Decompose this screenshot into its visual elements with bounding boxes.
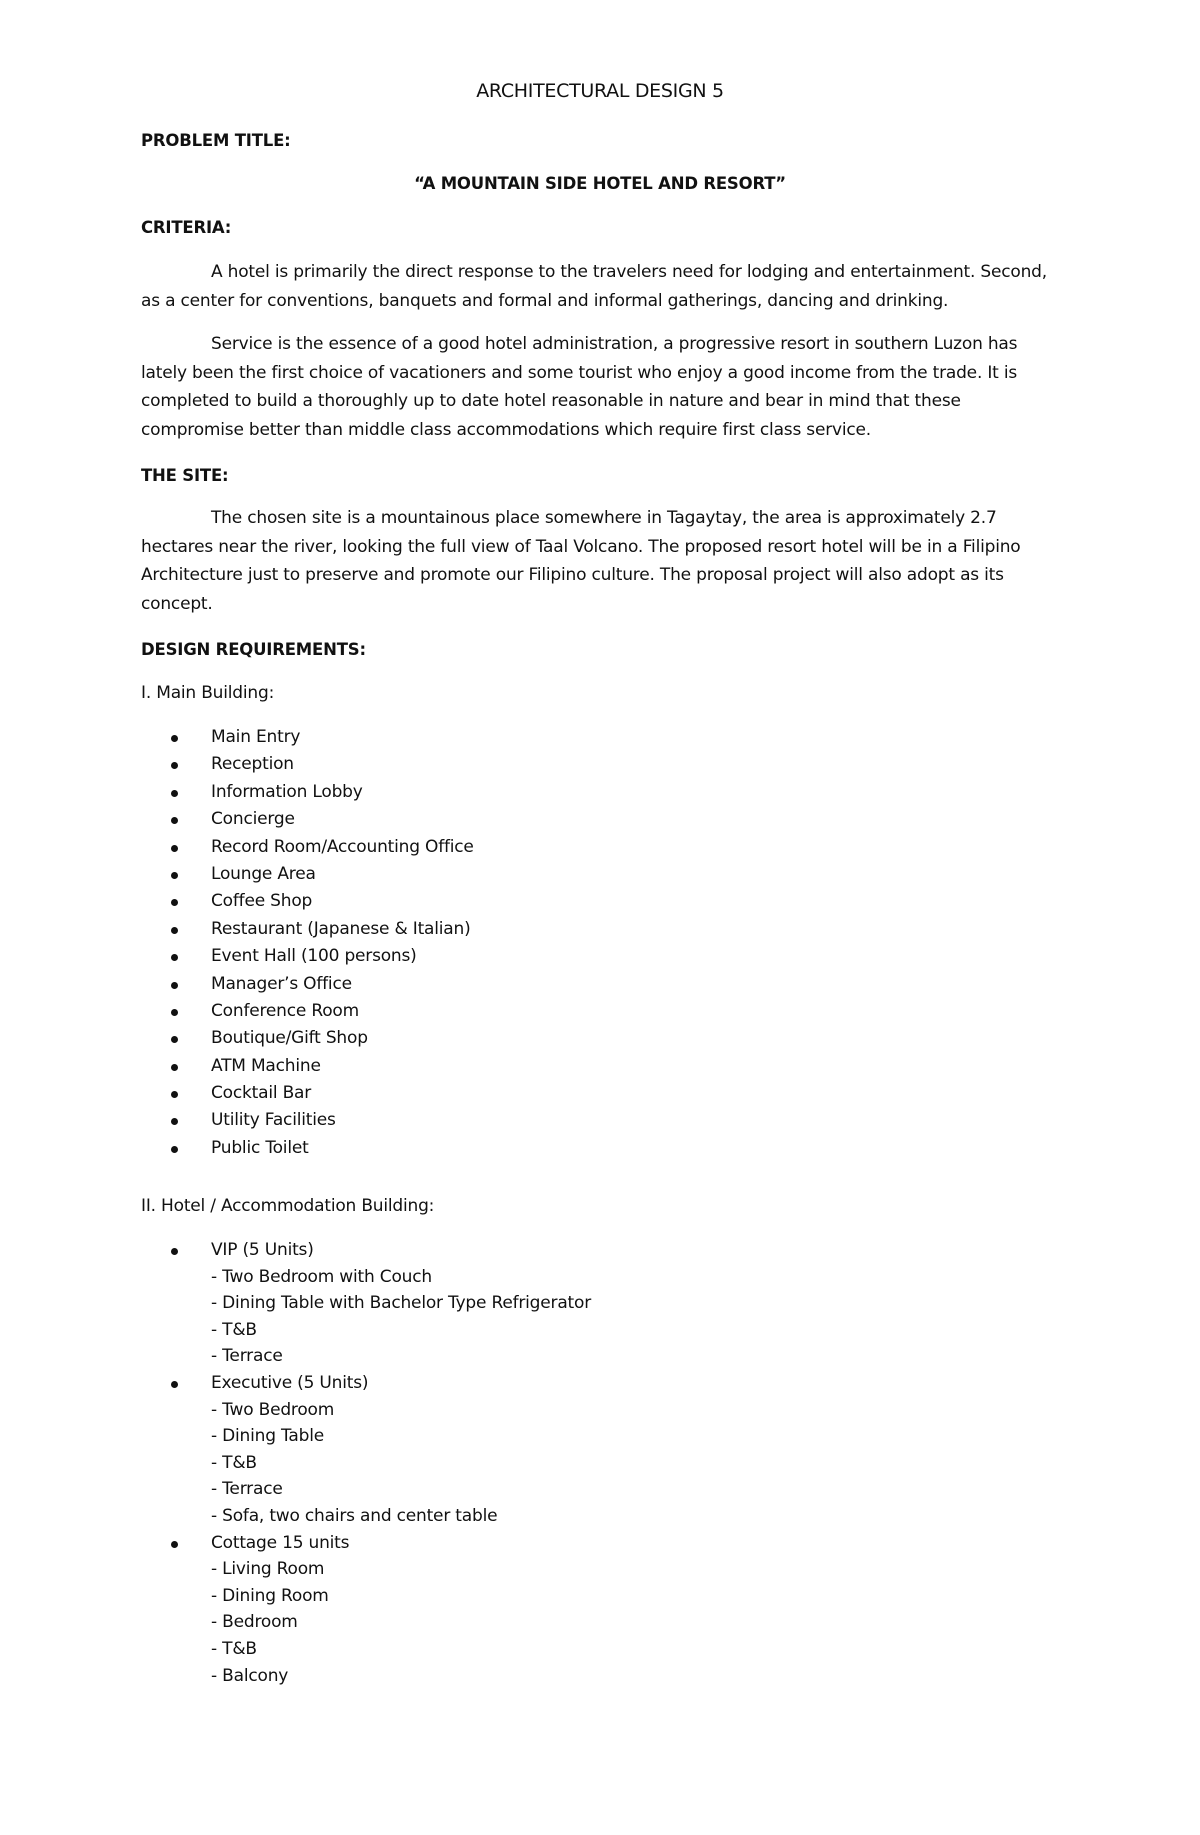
main-building-heading: I. Main Building: (141, 683, 275, 703)
unit-name: Cottage 15 units (211, 1532, 350, 1553)
list-item (141, 861, 474, 888)
list-item-text: Record Room/Accounting Office (211, 836, 474, 857)
bullet-icon (171, 1118, 178, 1125)
list-item-text: Lounge Area (211, 863, 316, 884)
main-building-list (141, 724, 474, 1162)
criteria-paragraph-2-text: Service is the essence of a good hotel administration, a progressive resort in southern Luzon has lately been the first choice of vacationers and some tourist who enjoy a good income from the trade. It is completed to build a thoroughly up to date hotel reasonable in nature and bear in mind that these compromise better than middle class accommodations which require first class service. (141, 334, 1018, 440)
site-paragraph (141, 504, 1066, 618)
list-item (141, 834, 474, 861)
list-item-text: Coffee Shop (211, 891, 313, 912)
list-item-text: Conference Room (211, 1000, 359, 1021)
bullet-icon (171, 1248, 178, 1255)
bullet-icon (171, 735, 178, 742)
list-item-text: ATM Machine (211, 1055, 321, 1076)
unit-name: VIP (5 Units) (211, 1240, 314, 1260)
bullet-icon (171, 1036, 178, 1043)
bullet-icon (171, 1091, 178, 1098)
site-label: THE SITE: (141, 466, 229, 485)
list-item-text: Cocktail Bar (211, 1083, 312, 1104)
list-item (141, 1025, 474, 1052)
bullet-icon (171, 954, 178, 961)
list-item (141, 971, 474, 998)
list-item-text: Event Hall (100 persons) (211, 946, 417, 967)
hotel-units-list (141, 1237, 591, 1689)
list-item (141, 1080, 474, 1107)
list-item-text: Public Toilet (211, 1137, 309, 1158)
hotel-unit-cottage (141, 1530, 591, 1690)
problem-title: “A MOUNTAIN SIDE HOTEL AND RESORT” (414, 174, 786, 193)
list-item (141, 724, 474, 751)
list-item-text: Manager’s Office (211, 973, 352, 994)
unit-feature: - Living Room (211, 1559, 325, 1580)
bullet-icon (171, 790, 178, 797)
bullet-icon (171, 1541, 178, 1548)
unit-feature: - T&B (211, 1452, 257, 1473)
unit-feature: - Dining Room (211, 1585, 329, 1606)
list-item-text: Concierge (211, 809, 295, 830)
unit-feature: - Two Bedroom with Couch (211, 1266, 432, 1287)
criteria-paragraph-2 (141, 330, 1066, 444)
bullet-icon (171, 982, 178, 989)
document-title: ARCHITECTURAL DESIGN 5 (476, 80, 724, 102)
list-item-text: Utility Facilities (211, 1110, 336, 1131)
hotel-building-heading: II. Hotel / Accommodation Building: (141, 1196, 435, 1216)
unit-feature: - Dining Table with Bachelor Type Refrigerator (211, 1293, 591, 1314)
list-item-text: Reception (211, 754, 294, 775)
unit-feature: - Dining Table (211, 1426, 324, 1447)
bullet-icon (171, 899, 178, 906)
unit-feature: - Bedroom (211, 1612, 298, 1633)
list-item-text: Restaurant (Japanese & Italian) (211, 918, 471, 939)
bullet-icon (171, 1064, 178, 1071)
list-item (141, 1135, 474, 1162)
bullet-icon (171, 872, 178, 879)
hotel-unit-vip (141, 1237, 591, 1370)
hotel-unit-executive (141, 1370, 591, 1530)
list-item (141, 888, 474, 915)
unit-feature: - T&B (211, 1319, 257, 1340)
site-paragraph-text: The chosen site is a mountainous place somewhere in Tagaytay, the area is approximately 2.7 hectares near the river, looking the full view of Taal Volcano. The proposed resort hotel will be in a Filipino Architecture just to preserve and promote our Filipino culture. The proposal project will also adopt as its concept. (141, 508, 1021, 614)
list-item (141, 998, 474, 1025)
unit-feature: - T&B (211, 1638, 257, 1659)
bullet-icon (171, 1381, 178, 1388)
list-item (141, 806, 474, 833)
list-item (141, 1107, 474, 1134)
list-item (141, 1053, 474, 1080)
list-item (141, 916, 474, 943)
list-item-text: Information Lobby (211, 781, 363, 802)
unit-feature: - Sofa, two chairs and center table (211, 1505, 498, 1526)
bullet-icon (171, 762, 178, 769)
list-item (141, 751, 474, 778)
bullet-icon (171, 1009, 178, 1016)
unit-feature: - Terrace (211, 1479, 283, 1500)
list-item-text: Main Entry (211, 727, 301, 747)
problem-title-label: PROBLEM TITLE: (141, 131, 291, 150)
unit-feature: - Terrace (211, 1346, 283, 1367)
criteria-label: CRITERIA: (141, 218, 232, 237)
criteria-paragraph-1 (141, 258, 1066, 315)
bullet-icon (171, 1146, 178, 1153)
bullet-icon (171, 845, 178, 852)
bullet-icon (171, 817, 178, 824)
unit-name: Executive (5 Units) (211, 1372, 369, 1393)
bullet-icon (171, 927, 178, 934)
design-requirements-label: DESIGN REQUIREMENTS: (141, 640, 366, 659)
criteria-paragraph-1-text: A hotel is primarily the direct response to the travelers need for lodging and entertainment. Second, as a center for conventions, banquets and formal and informal gatherings, dancing and drinking. (141, 262, 1047, 311)
unit-feature: - Balcony (211, 1665, 289, 1686)
list-item-text: Boutique/Gift Shop (211, 1028, 368, 1049)
unit-feature: - Two Bedroom (211, 1399, 335, 1420)
list-item (141, 779, 474, 806)
list-item (141, 943, 474, 970)
